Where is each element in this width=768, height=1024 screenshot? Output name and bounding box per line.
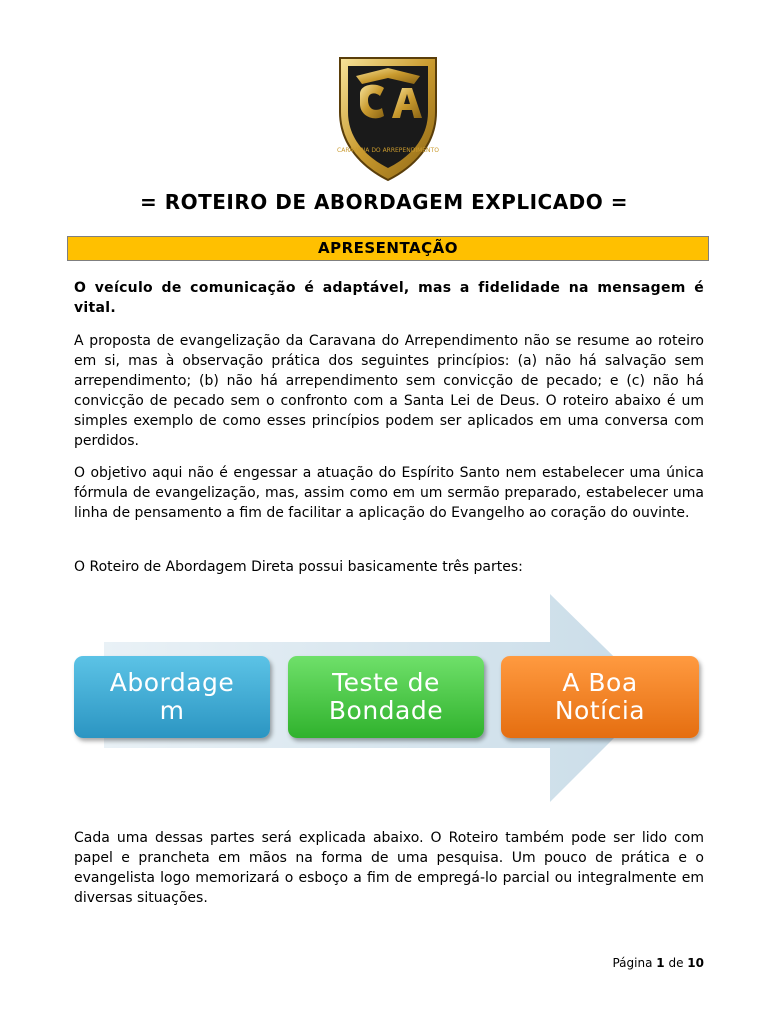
step-2-line-2: Bondade [328, 696, 444, 725]
section-heading-bar [67, 236, 709, 261]
three-step-process-diagram [70, 590, 706, 805]
step-3-line-1: A Boa [562, 668, 638, 697]
footer-page-word: Página [612, 956, 653, 970]
step-3-line-2: Notícia [554, 696, 646, 725]
step-1-line-1: Abordage [109, 668, 235, 697]
paragraph-3: O Roteiro de Abordagem Direta possui basicamente três partes: [74, 559, 523, 575]
step-abordagem-box [74, 656, 270, 738]
paragraph-2: O objetivo aqui não é engessar a atuação do Espírito Santo nem estabelecer uma única fórmula de evangelização, mas, assim como em um sermão preparado, estabelecer uma linha de pensamento a fim de facilitar a aplicação do Evangelho ao coração do ouvinte. [74, 465, 704, 521]
lead-paragraph: O veículo de comunicação é adaptável, mas a fidelidade na mensagem é vital. [74, 280, 704, 316]
step-a-boa-noticia-box [501, 656, 699, 738]
step-teste-de-bondade-box [288, 656, 484, 738]
paragraph-4: Cada uma dessas partes será explicada abaixo. O Roteiro também pode ser lido com papel e prancheta em mãos na forma de uma pesquisa. Um pouco de prática e o evangelista logo memorizará o esboço a fim de empregá-lo parcial ou integralmente em diversas situações. [74, 830, 704, 906]
page-footer [612, 956, 704, 970]
footer-page-number: 1 [656, 956, 665, 970]
logo-arc-text: CARAVANA DO ARREPENDIMENTO [337, 147, 439, 154]
document-title: = ROTEIRO DE ABORDAGEM EXPLICADO = [139, 190, 628, 214]
paragraph-1: A proposta de evangelização da Caravana do Arrependimento não se resume ao roteiro em si, mas à observação prática dos seguintes princípios: (a) não há salvação sem arrependimento; (b) não há arrependimento sem convicção de pecado; e (c) não há convicção de pecado sem o confronto com a Santa Lei de Deus. O roteiro abaixo é um simples exemplo de como esses princípios podem ser aplicados em uma conversa com perdidos. [74, 333, 704, 449]
step-1-line-2: m [159, 696, 185, 725]
section-heading: APRESENTAÇÃO [317, 239, 459, 257]
footer-total-pages: 10 [687, 956, 704, 970]
footer-of-word: de [668, 956, 684, 970]
step-2-line-1: Teste de [332, 668, 440, 697]
caravana-shield-logo [336, 54, 440, 182]
